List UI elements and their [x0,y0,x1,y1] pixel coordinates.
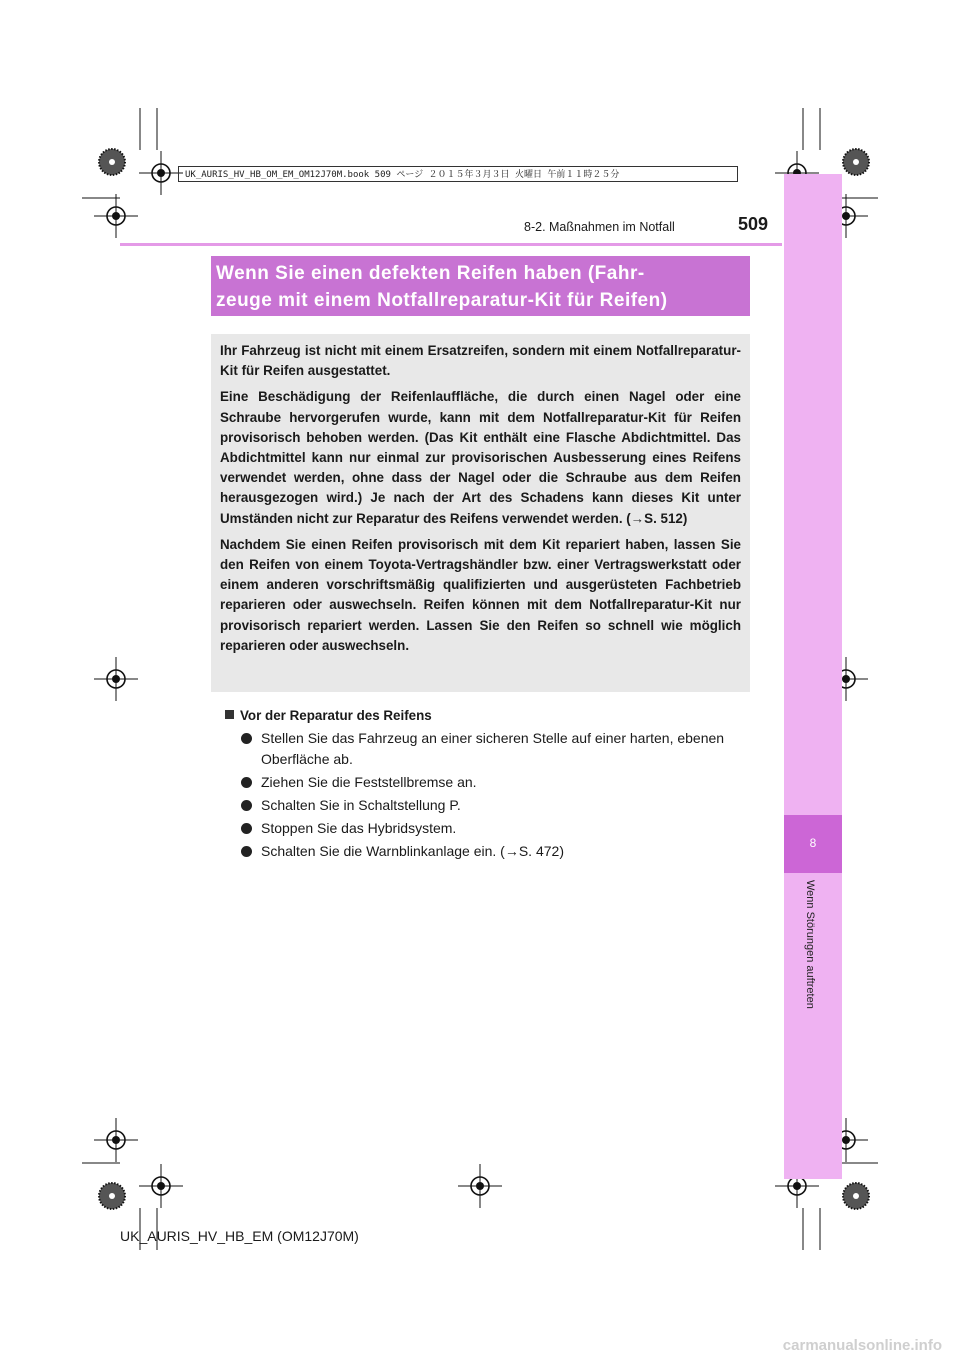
side-tab-chapter-label: Wenn Störungen auftreten [804,880,816,1009]
list-item-text: Stellen Sie das Fahrzeug an einer sicheren Stelle auf einer harten, ebenen Oberfläche ab. [261,730,725,767]
bullet-dot-icon [241,846,252,857]
intro-paragraph-1: Ihr Fahrzeug ist nicht mit einem Ersatzreifen, sondern mit einem Notfallreparatur-Kit für Reifen ausgestattet. [220,343,741,379]
side-tab-strip [784,174,842,1179]
before-repair-heading [225,708,432,723]
intro-paragraph-3: Nachdem Sie einen Reifen provisorisch mit dem Kit repariert haben, lassen Sie den Reifen von einem Toyota-Vertragshändler bzw. einer Vertragswerkstatt oder einem anderen vorschriftsmäßig qualifizierten und ausgerüsteten Fachbetrieb reparieren oder auswechseln. Reifen können mit dem Notfallreparatur-Kit nur provisorisch repariert werden. Lassen Sie den Reifen so schnell wie möglich reparieren oder auswechseln. [220,536,741,653]
list-item-text: Stoppen Sie das Hybridsystem. [261,820,457,836]
side-tab-chapter-number: 8 [809,836,817,850]
square-bullet-icon [225,710,234,719]
bullet-dot-icon [241,777,252,788]
list-item [240,841,750,862]
bullet-dot-icon [241,823,252,834]
list-item [240,818,750,839]
list-item-text: Schalten Sie die Warnblinkanlage ein. (→S. 472) [261,843,564,859]
footer-code: UK_AURIS_HV_HB_EM (OM12J70M) [120,1228,359,1244]
title-line-1: Wenn Sie einen defekten Reifen haben (Fahr- [216,263,645,284]
title-banner [211,256,750,316]
bullet-dot-icon [241,800,252,811]
list-item-text: Schalten Sie in Schaltstellung P. [261,797,461,813]
print-header: UK_AURIS_HV_HB_OM_EM_OM12J70M.book 509 ページ ２０１５年３月３日 火曜日 午前１１時２５分 [178,166,738,182]
list-item-text: Ziehen Sie die Feststellbremse an. [261,774,477,790]
list-item [240,728,750,770]
before-repair-heading-text: Vor der Reparatur des Reifens [240,708,432,723]
header-rule [120,243,782,246]
list-item [240,795,750,816]
intro-box [211,334,750,692]
title-line-2: zeuge mit einem Notfallreparatur-Kit für Reifen) [216,290,668,311]
watermark: carmanualsonline.info [782,1337,942,1354]
page-number: 509 [738,214,769,234]
list-item [240,772,750,793]
bullet-dot-icon [241,733,252,744]
intro-paragraph-2: Eine Beschädigung der Reifenlauffläche, die durch einen Nagel oder eine Schraube hervorgerufen wurde, kann mit dem Notfallreparatur-Kit für Reifen provisorisch behoben werden. (Das Kit enthält eine Flasche Abdichtmittel. Das Abdichtmittel kann nur einmal zur provisorischen Ausbesserung eines Reifens verwendet werden, ohne dass der Nagel oder die Schraube aus dem Reifen herausgezogen wird.) Je nach der Art des Schadens kann dieses Kit unter Umständen nicht zur Reparatur des Reifens verwendet werden. (→S. 512) [220,389,741,526]
section-title: 8-2. Maßnahmen im Notfall [524,220,675,234]
before-repair-list [240,728,750,864]
